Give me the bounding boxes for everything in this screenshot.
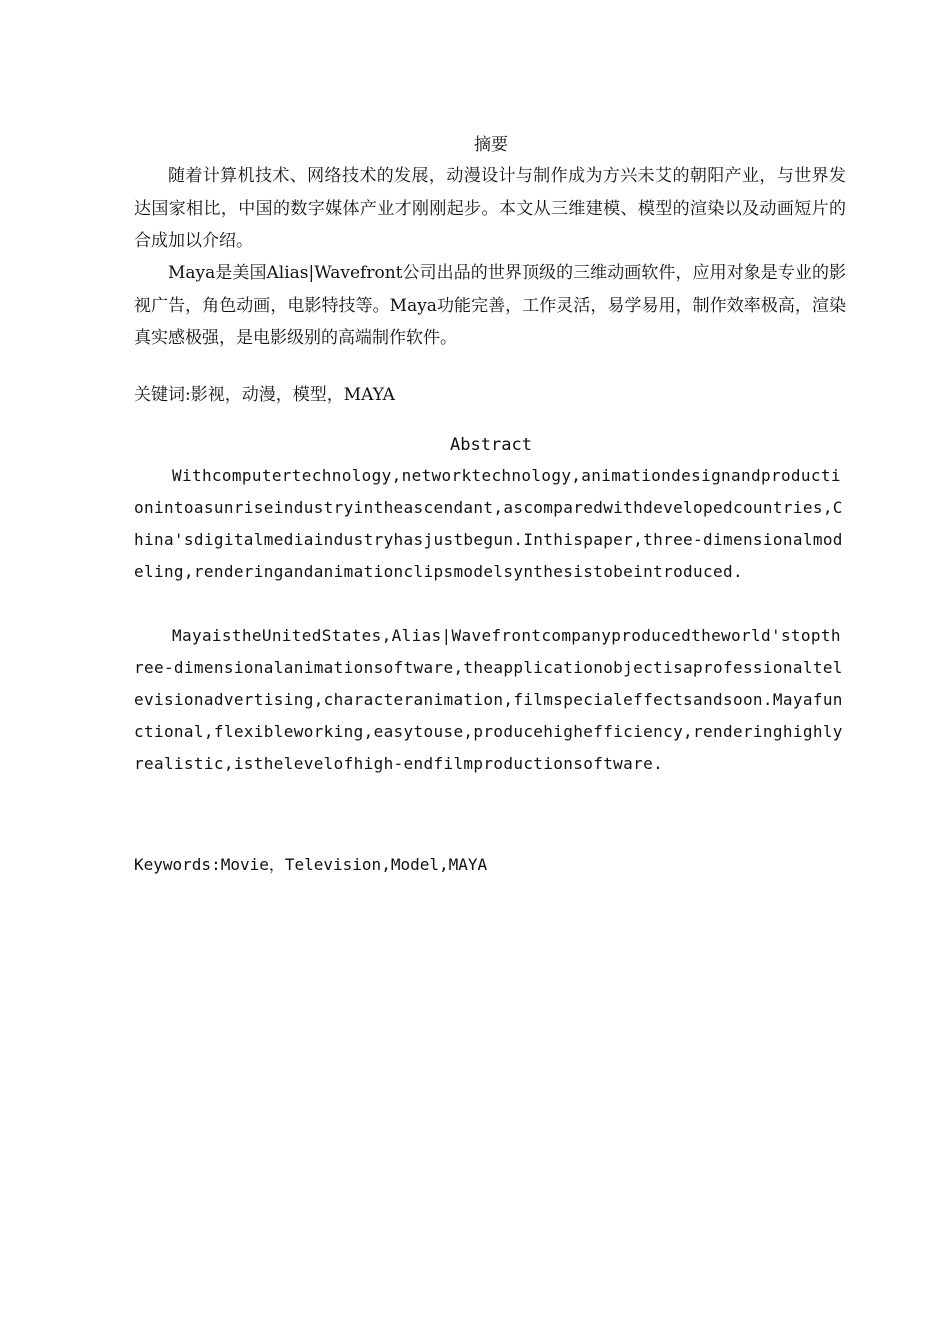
abstract-cn-paragraph-1: 随着计算机技术、网络技术的发展，动漫设计与制作成为方兴未艾的朝阳产业，与世界发达国家相比，中国的数字媒体产业才刚刚起步。本文从三维建模、模型的渲染以及动画短片的合成加以介绍。 — [134, 166, 846, 251]
abstract-en-title: Abstract — [450, 435, 532, 455]
keywords-en: Keywords:Movie，Television,Model,MAYA — [134, 855, 488, 874]
abstract-en-paragraph-2: MayaistheUnitedStates,Alias|Wavefrontcompanyproducedtheworld'stopthree-dimensionalanimationsoftware,theapplicationobjectisaprofessionaltelevisionadvertising,characteranimation,filmspecialeffectsandsoon.Mayafunctional,flexibleworking,easytouse,producehighefficiency,renderinghighlyrealistic,isthelevelofhigh-endfilmproductionsoftware. — [134, 626, 843, 773]
abstract-cn-title: 摘要 — [474, 135, 508, 155]
abstract-en-paragraph-1: Withcomputertechnology,networktechnology,animationdesignandproductionintoasunriseindustryintheascendant,ascomparedwithdevelopedcountries,China'sdigitalmediaindustryhasjustbegun.Inthispaper,three-dimensionalmodeling,renderingandanimationclipsmodelsynthesistobeintroduced. — [134, 466, 843, 581]
keywords-cn: 关键词:影视，动漫，模型，MAYA — [134, 385, 395, 405]
abstract-cn-paragraph-2: Maya是美国Alias|Wavefront公司出品的世界顶级的三维动画软件，应用对象是专业的影视广告，角色动画，电影特技等。Maya功能完善，工作灵活，易学易用，制作效率极高，渲染真实感极强，是电影级别的高端制作软件。 — [134, 263, 846, 348]
